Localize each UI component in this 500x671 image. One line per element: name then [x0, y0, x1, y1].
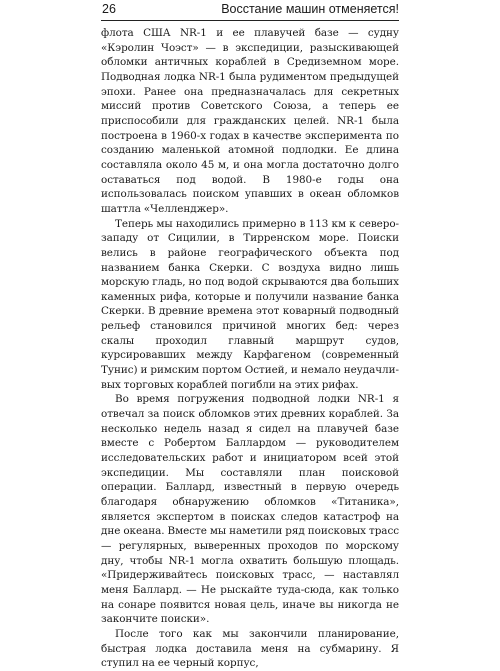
paragraph: Теперь мы находились примерно в 113 км к северо-западу от Сицилии, в Тирренском море. Поиски велись в районе географического объекта под названием банка Скерки. С воздуха видно лишь морскую гладь, но под водой скрываются два больших каменных рифа, которые и получили название банка Скерки. В древние времена этот коварный подводный рельеф становился причиной многих бед: через скалы проходил главный маршрут судов, курсировавших между Карфагеном (современный Тунис) и римским портом Остией, и немало неудачливых торговых кораблей погибли на этих рифах. [101, 217, 399, 391]
body-text [101, 26, 399, 671]
page-number: 26 [102, 2, 116, 16]
paragraph: флота США NR-1 и ее плавучей базе — судну «Кэролин Чоэст» — в экспедиции, разыскивающей обломки античных кораблей в Средиземном море. Подводная лодка NR-1 была рудиментом предыдущей эпохи. Ранее она предназначалась для секретных миссий против Советского Союза, а теперь ее приспособили для гражданских целей. NR-1 была построена в 1960-х годах в качестве эксперимента по созданию маленькой атомной подлодки. Ее длина составляла около 45 м, и она могла достаточно долго оставаться под водой. В 1980-е годы она использовалась поиском упавших в океан обломков шаттла «Челленджер». [101, 27, 399, 215]
paragraph: Во время погружения подводной лодки NR-1 я отвечал за поиск обломков этих древних кораблей. За несколько недель назад я сидел на плавучей базе вместе с Робертом Баллардом — руководителем исследовательских работ и инициатором всей этой экспедиции. Мы составляли план поисковой операции. Баллард, известный в первую очередь благодаря обнаружению обломков «Титаника», является экспертом в поисках следов катастроф на дне океана. Вместе мы наметили ряд поисковых трасс — регулярных, выверенных проходов по морскому дну, чтобы NR-1 могла охватить большую площадь. «Придерживайтесь поисковых трасс, — наставлял меня Баллард. — Не рыскайте туда-сюда, как только на сонаре появится новая цель, иначе вы никогда не закончите поиски». [101, 393, 399, 626]
book-page [101, 0, 399, 670]
running-title: Восстание машин отменяется! [221, 2, 399, 16]
paragraph: После того как мы закончили планирование, быстрая лодка доставила меня на субмарину. Я ступил на ее черный корпус, [101, 627, 399, 670]
running-head [101, 0, 399, 21]
